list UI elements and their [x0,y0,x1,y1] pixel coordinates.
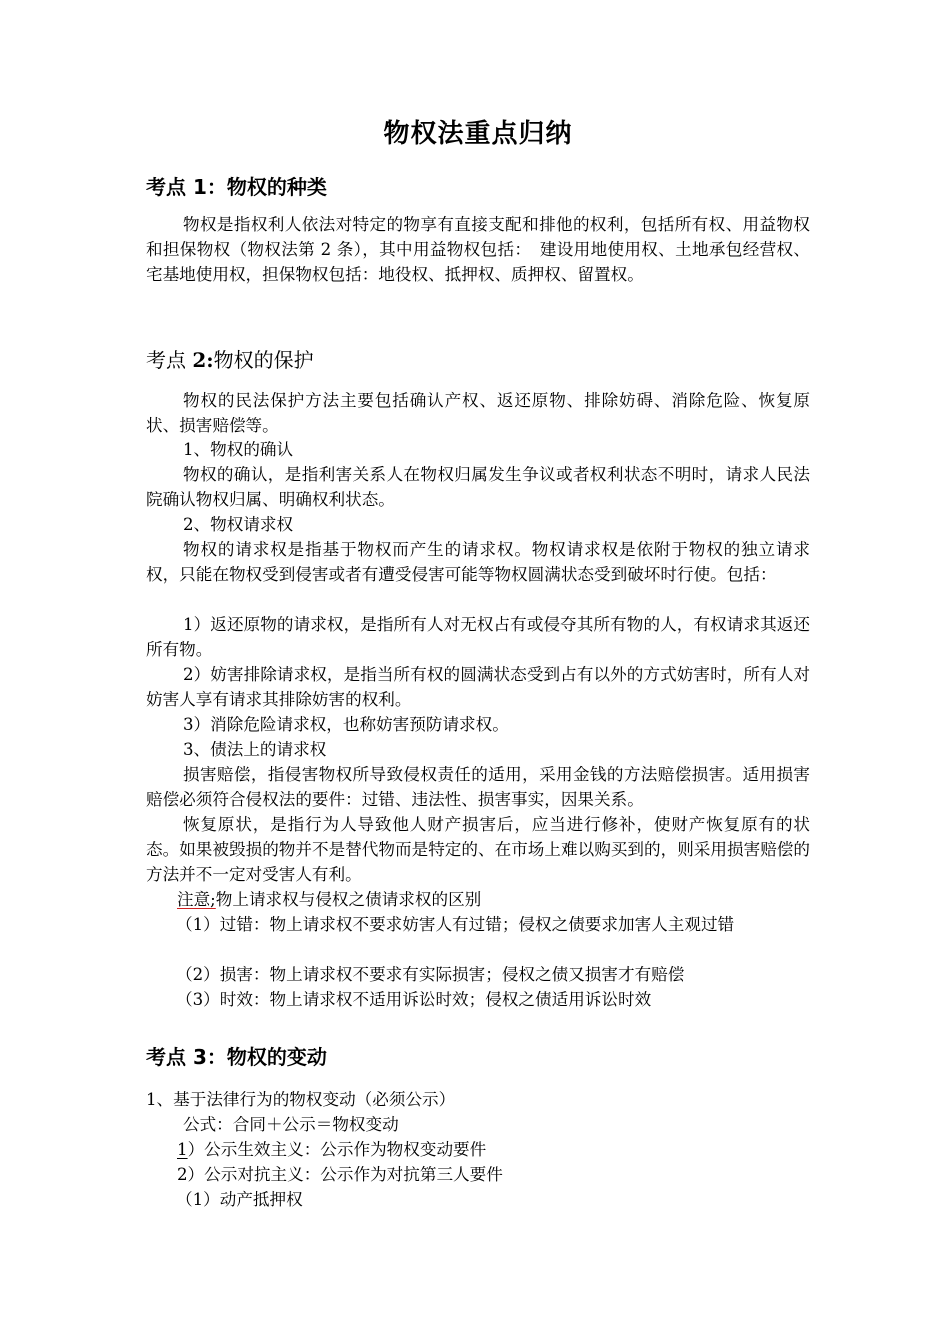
claim-item-3: 3）消除危险请求权，也称妨害预防请求权。 [183,715,509,734]
subsection-2-title: 2、物权请求权 [183,515,294,534]
movable-mortgage-item: （1）动产抵押权 [176,1190,303,1209]
section-3-heading: 考点 3：物权的变动 [146,1045,327,1069]
note-label: 注意; [177,890,216,909]
legal-act-change-line: 1、基于法律行为的物权变动（必须公示） [146,1090,456,1109]
difference-item-1: （1）过错：物上请求权不要求妨害人有过错；侵权之债要求加害人主观过错 [176,915,735,934]
subsection-3-text-1: 损害赔偿，指侵害物权所导致侵权责任的适用，采用金钱的方法赔偿损害。适用损害赔偿必须符合侵权法的要件：过错、违法性、损害事实，因果关系。 [146,765,810,809]
note-line [177,887,481,912]
difference-item-2: （2）损害：物上请求权不要求有实际损害；侵权之债又损害才有赔偿 [176,965,685,984]
publicity-effect-number: 1 [177,1140,188,1159]
difference-item-3: （3）时效：物上请求权不适用诉讼时效；侵权之债适用诉讼时效 [176,990,652,1009]
note-text: 物上请求权与侵权之债请求权的区别 [215,890,482,909]
subsection-1-text: 物权的确认，是指利害关系人在物权归属发生争议或者权利状态不明时，请求人民法院确认物权归属、明确权利状态。 [146,465,810,509]
section-2-heading-text: 物权的保护 [213,348,314,372]
subsection-3-text-2: 恢复原状，是指行为人导致他人财产损害后，应当进行修补，使财产恢复原有的状态。如果被毁损的物并不是替代物而是特定的、在市场上难以购买到的，则采用损害赔偿的方法并不一定对受害人有利。 [146,815,810,884]
subsection-2-text: 物权的请求权是指基于物权而产生的请求权。物权请求权是依附于物权的独立请求权，只能在物权受到侵害或者有遭受侵害可能等物权圆满状态受到破坏时行使。包括： [146,540,810,584]
section-2-heading [146,347,314,373]
formula-line: 公式：合同＋公示＝物权变动 [183,1115,399,1134]
section-2-heading-number: 2: [192,348,214,372]
subsection-1-title: 1、物权的确认 [183,440,294,459]
publicity-effect-item [177,1137,486,1162]
claim-item-1: 1）返还原物的请求权，是指所有人对无权占有或侵夺其所有物的人，有权请求其返还所有物。 [146,615,810,659]
section-1-paragraph: 物权是指权利人依法对特定的物享有直接支配和排他的权利，包括所有权、用益物权和担保物权（物权法第 2 条），其中用益物权包括： 建设用地使用权、土地承包经营权、宅基地使用权，担保物权包括：地役权、抵押权、质押权、留置权。 [146,215,810,284]
section-2-heading-prefix: 考点 [146,348,193,372]
publicity-opposition-item: 2）公示对抗主义：公示作为对抗第三人要件 [177,1165,503,1184]
section-2-intro: 物权的民法保护方法主要包括确认产权、返还原物、排除妨碍、消除危险、恢复原状、损害赔偿等。 [146,391,810,435]
section-1-heading: 考点 1：物权的种类 [146,175,327,199]
document-title: 物权法重点归纳 [383,119,573,149]
claim-item-2: 2）妨害排除请求权，是指当所有权的圆满状态受到占有以外的方式妨害时，所有人对妨害人享有请求其排除妨害的权利。 [146,665,810,709]
subsection-3-title: 3、债法上的请求权 [183,740,327,759]
publicity-effect-text: ）公示生效主义：公示作为物权变动要件 [187,1140,487,1159]
